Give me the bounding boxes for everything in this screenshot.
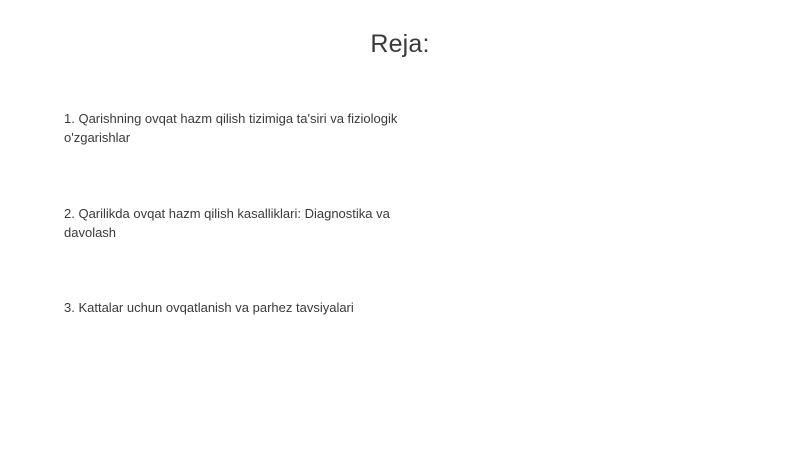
plan-item-1: 1. Qarishning ovqat hazm qilish tizimiga ta'siri va fiziologik o'zgarishlar <box>64 111 398 145</box>
slide-title: Reja: <box>370 30 430 58</box>
plan-item-2: 2. Qarilikda ovqat hazm qilish kasalliklari: Diagnostika va davolash <box>64 206 390 240</box>
plan-item-3: 3. Kattalar uchun ovqatlanish va parhez tavsiyalari <box>64 300 354 315</box>
